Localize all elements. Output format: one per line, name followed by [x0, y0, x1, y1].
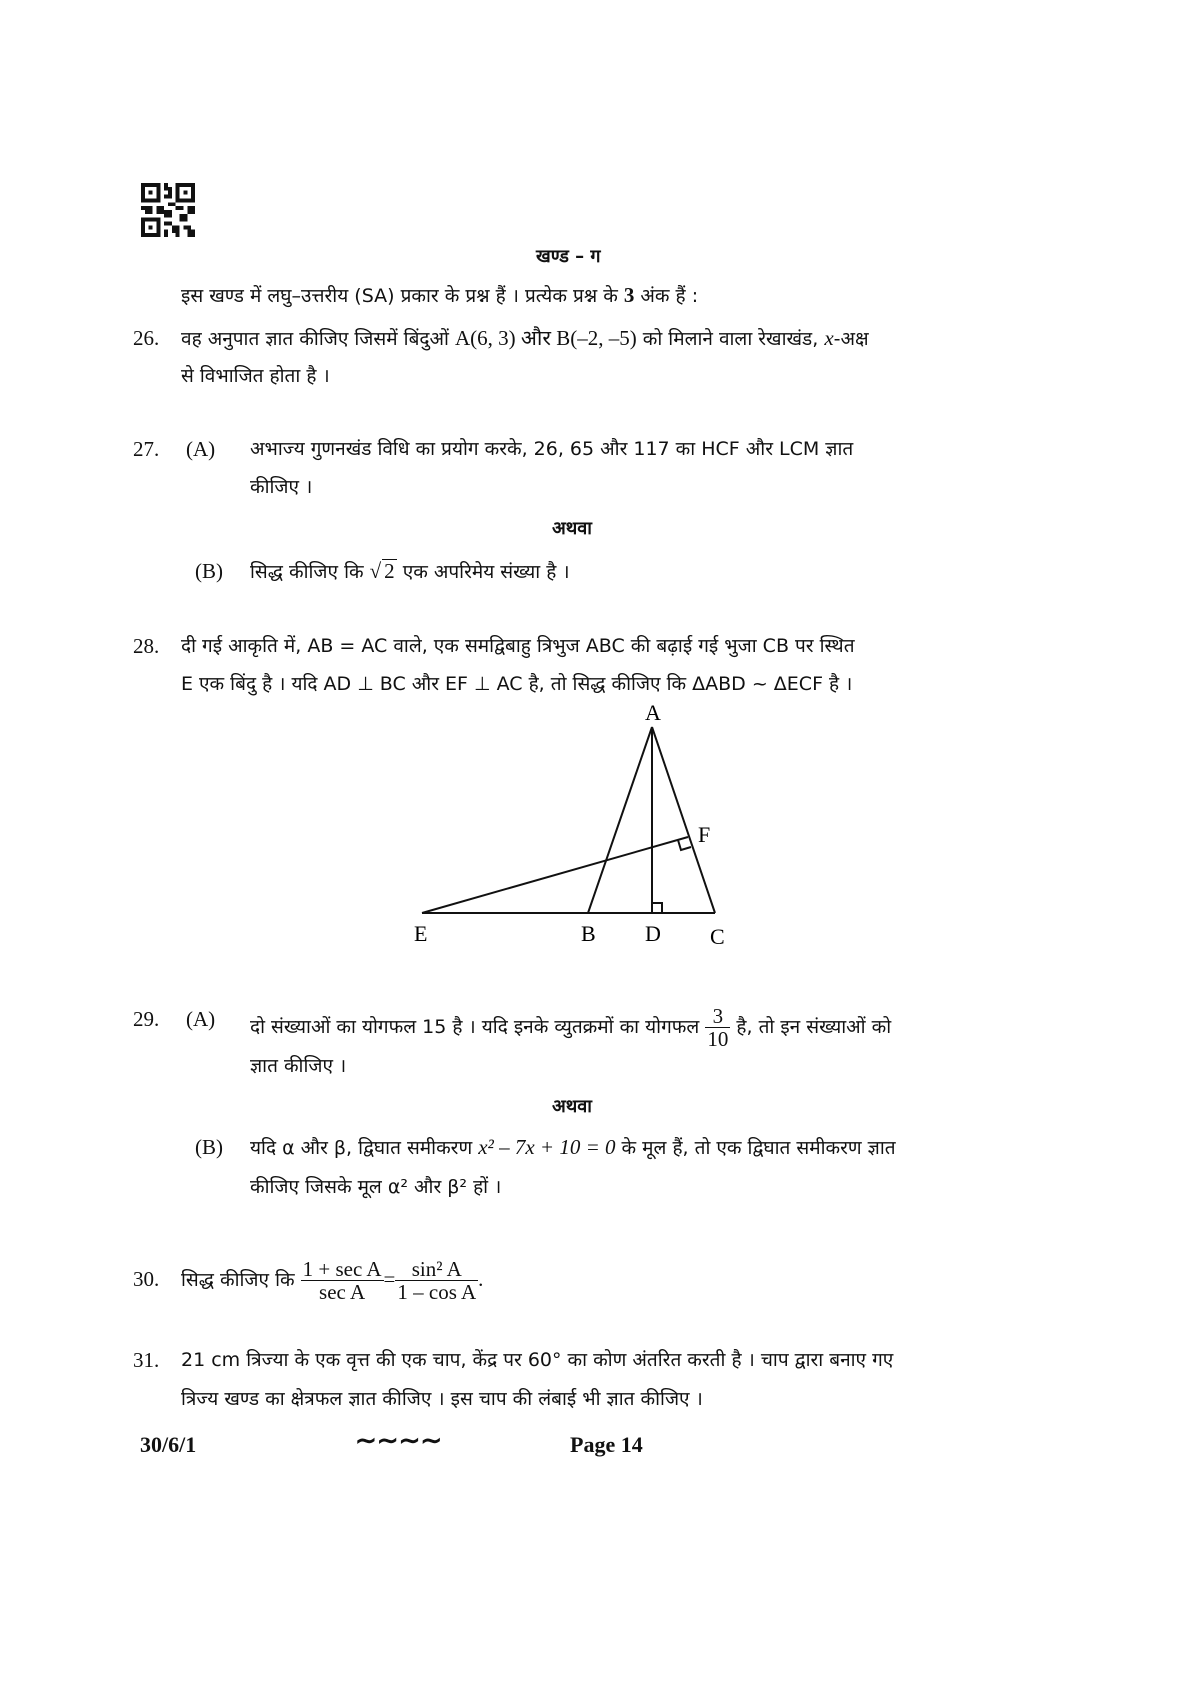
question-number-29: 29.: [133, 1007, 160, 1031]
label-f: F: [698, 822, 711, 847]
q29-part-a-label: (A): [186, 1007, 216, 1031]
page-number: Page 14: [570, 1432, 643, 1457]
question-number-30: 30.: [133, 1267, 160, 1291]
q26-text: वह अनुपात ज्ञात कीजिए जिसमें बिंदुओं: [181, 328, 455, 350]
q26-variable: x: [824, 326, 834, 350]
q26-text-c: -अक्ष: [833, 328, 869, 350]
label-d: D: [645, 921, 661, 946]
label-e: E: [414, 921, 428, 946]
label-c: C: [710, 924, 725, 949]
question-27b-line: सिद्ध कीजिए कि √ 2 एक अपरिमेय संख्या है ।: [250, 559, 570, 583]
fraction-3-10: $\frac{3}{10}$: [707, 1004, 729, 1051]
question-30-line: सिद्ध कीजिए कि $\frac{\text{1 + sec A}}{\text{sec A}}$ = $\frac{\text{sin² A}}{\text{1 – cos A}}$ .: [181, 1257, 484, 1304]
paper-code: 30/6/1: [140, 1432, 197, 1457]
question-number-26: 26.: [133, 326, 160, 350]
question-27a-line-2: कीजिए ।: [250, 476, 313, 498]
or-separator-27: अथवा: [552, 518, 592, 539]
q27-part-a-label: (A): [186, 437, 216, 461]
question-29b-line-1: [250, 1133, 896, 1162]
question-29a-line-1: [250, 1005, 891, 1050]
q27b-text: सिद्ध कीजिए कि: [250, 561, 370, 583]
marks-value: 3: [623, 283, 635, 307]
section-title: खण्ड – ग: [536, 246, 601, 267]
q27b-text-post: एक अपरिमेय संख्या है ।: [396, 561, 570, 583]
q29b-text-post: के मूल हैं, तो एक द्विघात समीकरण ज्ञात: [615, 1137, 896, 1159]
or-separator-29: अथवा: [552, 1096, 592, 1117]
label-b: B: [581, 921, 596, 946]
q26-text-b: को मिलाने वाला रेखाखंड,: [636, 328, 825, 350]
question-number-27: 27.: [133, 437, 160, 461]
wave-ornament-icon: ∼∼∼∼: [355, 1426, 443, 1455]
instruction-text: इस खण्ड में लघु–उत्तरीय (SA) प्रकार के प्रश्न हैं । प्रत्येक प्रश्न के: [181, 285, 624, 307]
q27-part-b-label: (B): [195, 559, 223, 583]
question-28-line-2: E एक बिंदु है । यदि AD ⊥ BC और EF ⊥ AC है, तो सिद्ध कीजिए कि ΔABD ~ ΔECF है ।: [181, 673, 853, 695]
question-28-line-1: दी गई आकृति में, AB = AC वाले, एक समद्विबाहु त्रिभुज ABC की बढ़ाई गई भुजा CB पर स्थित: [181, 635, 855, 657]
q29a-text-post: है, तो इन संख्याओं को: [730, 1016, 892, 1038]
equals-sign: =: [383, 1267, 396, 1291]
question-number-28: 28.: [133, 634, 160, 658]
q30-text: सिद्ध कीजिए कि: [181, 1269, 301, 1291]
q26-points: A(6, 3) और B(–2, –5): [454, 326, 637, 350]
question-27a-line-1: अभाज्य गुणनखंड विधि का प्रयोग करके, 26, 65 और 117 का HCF और LCM ज्ञात: [250, 438, 854, 460]
question-number-31: 31.: [133, 1348, 160, 1372]
question-26-line-2: से विभाजित होता है ।: [181, 365, 330, 387]
sqrt-radicand: 2: [384, 559, 395, 583]
question-29b-line-2: कीजिए जिसके मूल α² और β² हों ।: [250, 1176, 502, 1198]
q29-part-b-label: (B): [195, 1135, 223, 1159]
q29b-text: यदि α और β, द्विघात समीकरण: [250, 1137, 479, 1159]
question-31-line-2: त्रिज्य खण्ड का क्षेत्रफल ज्ञात कीजिए । इस चाप की लंबाई भी ज्ञात कीजिए ।: [181, 1388, 703, 1410]
q29a-text: दो संख्याओं का योगफल 15 है । यदि इनके व्युतक्रमों का योगफल: [250, 1016, 706, 1038]
lhs-fraction: $\frac{\text{1 + sec A}}{\text{sec A}}$: [302, 1257, 382, 1304]
label-a: A: [645, 700, 661, 725]
question-29a-line-2: ज्ञात कीजिए ।: [250, 1055, 347, 1077]
instruction-suffix: अंक हैं :: [634, 285, 699, 307]
rhs-fraction: $\frac{\text{sin² A}}{\text{1 – cos A}}$: [397, 1257, 477, 1304]
quadratic-equation: x² – 7x + 10 = 0: [478, 1135, 616, 1159]
question-31-line-1: 21 cm त्रिज्या के एक वृत्त की एक चाप, केंद्र पर 60° का कोण अंतरित करती है । चाप द्वारा बनाए गए: [181, 1349, 894, 1371]
